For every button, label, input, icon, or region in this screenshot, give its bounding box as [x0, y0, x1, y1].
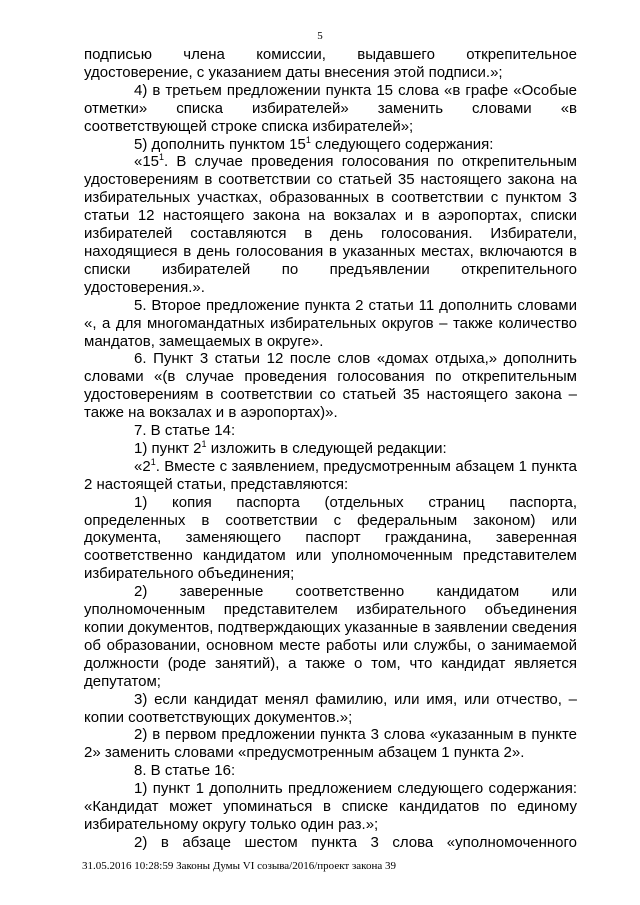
paragraph: 2) в абзаце шестом пункта 3 слова «уполномоченного	[134, 833, 577, 851]
paragraph	[84, 440, 577, 458]
superscript: 1	[150, 456, 156, 467]
paragraph	[84, 136, 577, 154]
paragraph	[84, 458, 577, 494]
paragraph: 2) заверенные соответственно кандидатом или уполномоченным представителем избирательного объединения копии документов, подтверждающих указанные в заявлении сведения об образовании, основном месте работы или службы, о занимаемой должности (роде занятий), а также о том, что кандидат является депутатом;	[84, 583, 577, 690]
footer: 31.05.2016 10:28:59 Законы Думы VI созыва/2016/проект закона 39	[82, 860, 396, 872]
paragraph: подписью члена комиссии, выдавшего открепительное удостоверение, с указанием даты внесения этой подписи.»;	[84, 46, 577, 81]
paragraph-text: изложить в следующей редакции:	[206, 439, 447, 457]
page-number: 5	[317, 30, 323, 42]
paragraph: 8. В статье 16:	[134, 762, 236, 780]
paragraph: 4) в третьем предложении пункта 15 слова «в графе «Особые отметки» списка избирателей» заменить словами «в соответствующей строке списка избирателей»;	[84, 81, 577, 135]
paragraph: 3) если кандидат менял фамилию, или имя, или отчество, – копии соответствующих документов.»;	[84, 690, 577, 726]
paragraph-text: 1) пункт 2	[134, 439, 202, 457]
paragraph: 2) в первом предложении пункта 3 слова «указанным в пункте 2» заменить словами «предусмотренным абзацем 1 пункта 2».	[84, 726, 577, 762]
superscript: 1	[305, 134, 311, 145]
document-body	[84, 46, 577, 852]
paragraph-text: «2	[134, 457, 151, 475]
paragraph: 7. В статье 14:	[134, 422, 236, 440]
paragraph-text: следующего содержания:	[310, 135, 494, 153]
paragraph-text: «15	[134, 153, 160, 171]
paragraph: 5. Второе предложение пункта 2 статьи 11 дополнить словами «, а для многомандатных избирательных округов – также количество мандатов, замещаемых в округе».	[84, 296, 577, 350]
paragraph: 6. Пункт 3 статьи 12 после слов «домах отдыха,» дополнить словами «(в случае проведения голосования по открепительным удостоверениям в соответствии со статьей 35 настоящего закона – также на вокзалах и в аэропортах)».	[84, 350, 577, 422]
paragraph: 1) пункт 1 дополнить предложением следующего содержания: «Кандидат может упоминаться в списке кандидатов по единому избирательному округу только один раз.»;	[84, 780, 577, 833]
paragraph-text: . Вместе с заявлением, предусмотренным абзацем 1 пункта 2 настоящей статьи, представляются:	[84, 457, 577, 493]
paragraph-text: 5) дополнить пунктом 15	[134, 135, 306, 153]
paragraph-text: . В случае проведения голосования по открепительным удостоверениям в соответствии со статьей 35 настоящего закона на избирательных участках, образованных в соответствии с пунктом 3 статьи 12 настоящего закона на вокзалах и в аэропортах, списки избирателей составляются в день голосования. Избиратели, находящиеся в день голосования в указанных местах, включаются в списки избирателей по предъявлении открепительного удостоверения.».	[84, 153, 577, 296]
superscript: 1	[201, 438, 207, 449]
superscript: 1	[159, 152, 165, 163]
paragraph: 1) копия паспорта (отдельных страниц паспорта, определенных в соответствии с федеральным законом) или документа, заменяющего паспорт гражданина, заверенная соответственно кандидатом или уполномоченным представителем избирательного объединения;	[84, 493, 577, 583]
paragraph	[84, 153, 577, 296]
